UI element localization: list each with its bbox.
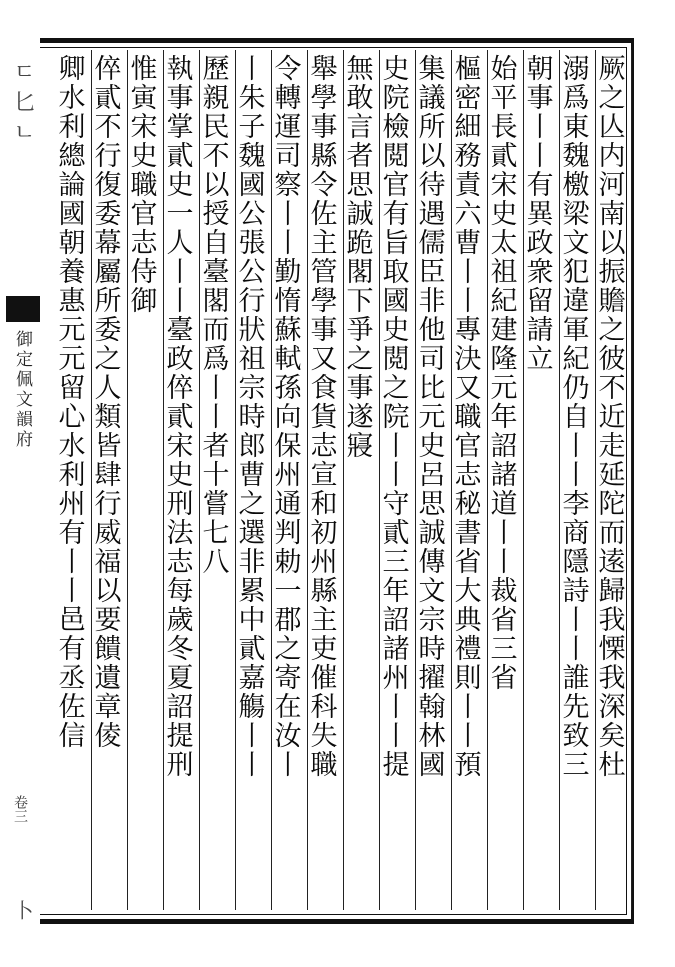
column-text: 始平長貳宋史太祖紀建隆元年詔諸道丨丨裁省三省	[485, 54, 517, 692]
inner-margin	[0, 60, 52, 920]
column-text: 朝事丨丨有異政衆留請立	[521, 54, 553, 373]
column-text: 無敢言者思誠跪閣下爭之事遂寢	[341, 54, 373, 460]
text-column	[46, 50, 92, 910]
page-number: 卷三	[12, 795, 28, 823]
column-text: 厥之亾内河南以振贍之彼不近走延陀而逺歸我慄我深矣杜	[593, 54, 625, 779]
column-text: 舉學事縣令佐主管學事又食貨志宣和初州縣主吏催科失職	[305, 54, 337, 779]
column-text: 樞密細務責六曹丨丨專決又職官志秘書省大典禮則丨丨預	[449, 54, 481, 779]
column-text: 卿水利總論國朝養惠元元留心水利州有丨丨邑有丞佐信	[53, 54, 85, 750]
column-text: 集議所以待遇儒臣非他司比元史呂思誠傳文宗時擢翰林國	[413, 54, 445, 779]
book-title: 御定佩文韻府	[12, 330, 32, 450]
column-text: 倅貳不行復委幕屬所委之人類皆肆行威福以要饋遺章倰	[89, 54, 121, 750]
column-text: 丨朱子魏國公張公行狀祖宗時郎曹之選非累中貳嘉觴丨丨	[233, 54, 265, 779]
column-text: 執事掌貳史一人丨丨臺政倅貳宋史刑法志每歲冬夏詔提刑	[161, 54, 193, 779]
column-text: 令轉運司察丨丨勤惰蘇軾孫向保州通判勅一郡之寄在汝丨	[269, 54, 301, 779]
fishtail-mark	[6, 296, 40, 322]
margin-top-marks: ㄷ匕ㄴ	[10, 60, 35, 150]
column-text: 溺爲東魏檄梁文犯違軍紀仍自丨丨李商隱詩丨丨誰先致三	[557, 54, 589, 779]
margin-bottom-mark: 卜	[10, 900, 34, 920]
column-text: 惟寅宋史職官志侍御	[125, 54, 157, 315]
column-text: 歷親民不以授自臺閣而爲丨丨者十嘗七八	[197, 54, 229, 576]
column-text: 史院檢閲官有旨取國史閲之院丨丨守貳三年詔諸州丨丨提	[377, 54, 409, 779]
